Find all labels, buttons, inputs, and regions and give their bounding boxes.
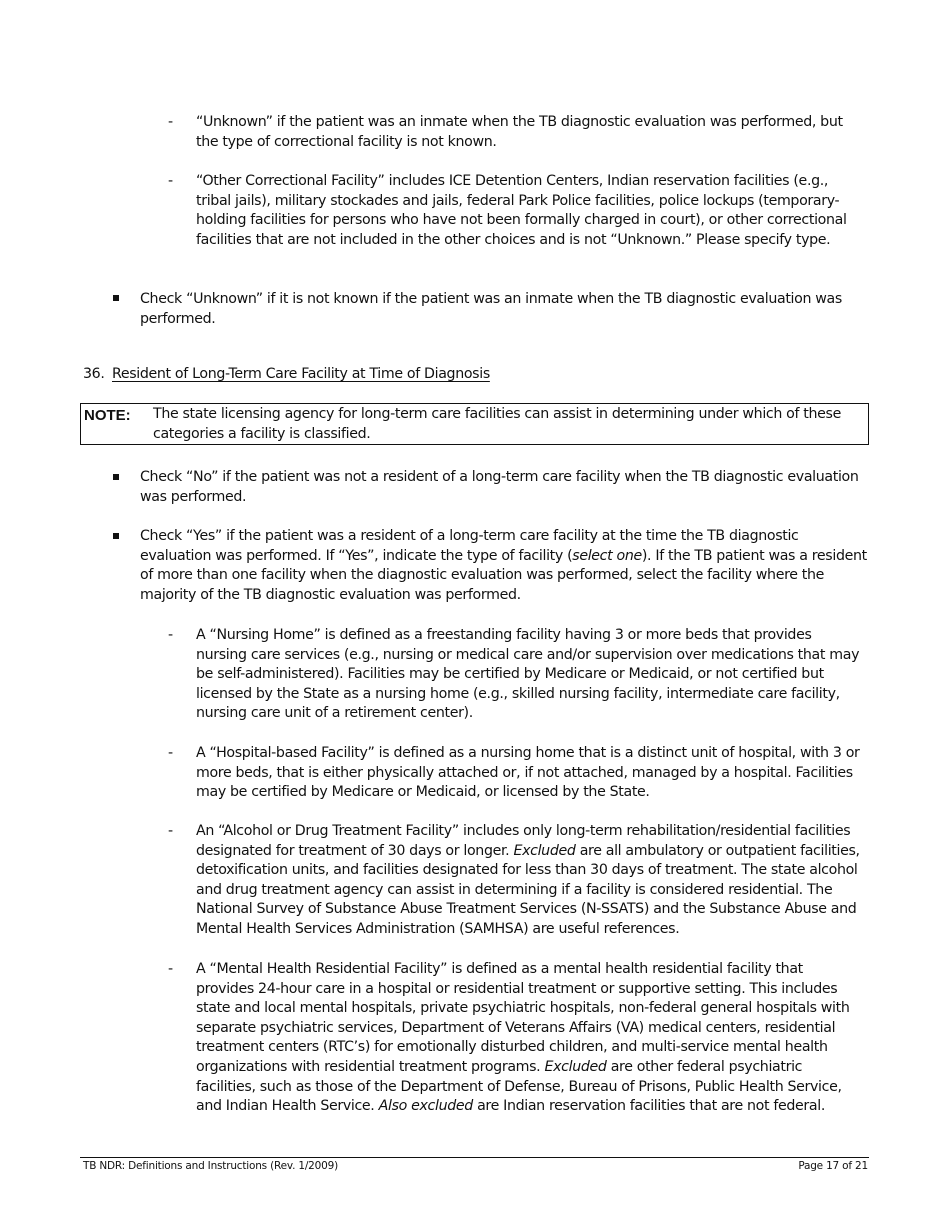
footer-divider bbox=[80, 1157, 869, 1158]
dash-bullet: - bbox=[168, 627, 173, 643]
list-item-check-unknown: Check “Unknown” if it is not known if the patient was an inmate when the TB diagnostic evaluation was performed. bbox=[140, 291, 842, 327]
dash-bullet: - bbox=[168, 823, 173, 839]
list-item-check-no: Check “No” if the patient was not a resident of a long-term care facility when the TB diagnostic evaluation was performed. bbox=[140, 469, 859, 505]
note-text: The state licensing agency for long-term care facilities can assist in determining under which of these categories a facility is classified. bbox=[153, 406, 841, 442]
term-unknown: “Unknown” bbox=[196, 114, 273, 130]
list-item-check-yes: Check “Yes” if the patient was a resident of a long-term care facility at the time the TB diagnostic evaluation was performed. If “Yes”, indicate the type of facility (select one). If the TB patient was a resident of more than one facility when the diagnostic evaluation was performed, select the facility where the majority of the TB diagnostic evaluation was performed. bbox=[140, 528, 867, 603]
square-bullet bbox=[113, 474, 119, 480]
dash-bullet: - bbox=[168, 173, 173, 189]
list-item-hospital-based: A “Hospital-based Facility” is defined as a nursing home that is a distinct unit of hospital, with 3 or more beds, that is either physically attached or, if not attached, managed by a hospital. Facilities may be certified by Medicare or Medicaid, or licensed by the State. bbox=[196, 745, 860, 801]
dash-bullet: - bbox=[168, 961, 173, 977]
footer-page-number: Page 17 of 21 bbox=[798, 1160, 868, 1172]
list-item-unknown: “Unknown” if the patient was an inmate when the TB diagnostic evaluation was performed, but the type of correctional facility is not known. bbox=[196, 114, 843, 150]
section-title: Resident of Long-Term Care Facility at Time of Diagnosis bbox=[112, 366, 490, 382]
list-item-alcohol-drug: An “Alcohol or Drug Treatment Facility” includes only long-term rehabilitation/residential facilities designated for treatment of 30 days or longer. Excluded are all ambulatory or outpatient facilities, detoxification units, and facilities designated for less than 30 days of treatment. The state alcohol and drug treatment agency can assist in determining if a facility is considered residential. The National Survey of Substance Abuse Treatment Services (N-SSATS) and the Substance Abuse and Mental Health Services Administration (SAMHSA) are useful references. bbox=[196, 823, 860, 937]
section-number: 36. bbox=[83, 366, 105, 382]
footer-left: TB NDR: Definitions and Instructions (Rev. 1/2009) bbox=[83, 1160, 338, 1172]
term-other-correctional: “Other Correctional Facility” bbox=[196, 173, 385, 189]
dash-bullet: - bbox=[168, 114, 173, 130]
square-bullet bbox=[113, 533, 119, 539]
note-box bbox=[80, 403, 869, 445]
note-label: NOTE: bbox=[84, 407, 131, 424]
list-item-mental-health: A “Mental Health Residential Facility” is defined as a mental health residential facility that provides 24-hour care in a hospital or residential treatment or supportive setting. This includes state and local mental hospitals, private psychiatric hospitals, non-federal general hospitals with separate psychiatric services, Department of Veterans Affairs (VA) medical centers, residential treatment centers (RTC’s) for emotionally disturbed children, and multi-service mental health organizations with residential treatment programs. Excluded are other federal psychiatric facilities, such as those of the Department of Defense, Bureau of Prisons, Public Health Service, and Indian Health Service. Also excluded are Indian reservation facilities that are not federal. bbox=[196, 961, 850, 1115]
list-item-other-correctional: “Other Correctional Facility” includes ICE Detention Centers, Indian reservation facilities (e.g., tribal jails), military stockades and jails, federal Park Police facilities, police lockups (temporary-holding facilities for persons who have not been formally charged in court), or other correctional facilities that are not included in the other choices and is not “Unknown.” Please specify type. bbox=[196, 173, 847, 248]
list-item-nursing-home: A “Nursing Home” is defined as a freestanding facility having 3 or more beds that provides nursing care services (e.g., nursing or medical care and/or supervision over medications that may be self-administered). Facilities may be certified by Medicare or Medicaid, or not certified but licensed by the State as a nursing home (e.g., skilled nursing facility, intermediate care facility, nursing care unit of a retirement center). bbox=[196, 627, 860, 722]
square-bullet bbox=[113, 295, 119, 301]
dash-bullet: - bbox=[168, 745, 173, 761]
